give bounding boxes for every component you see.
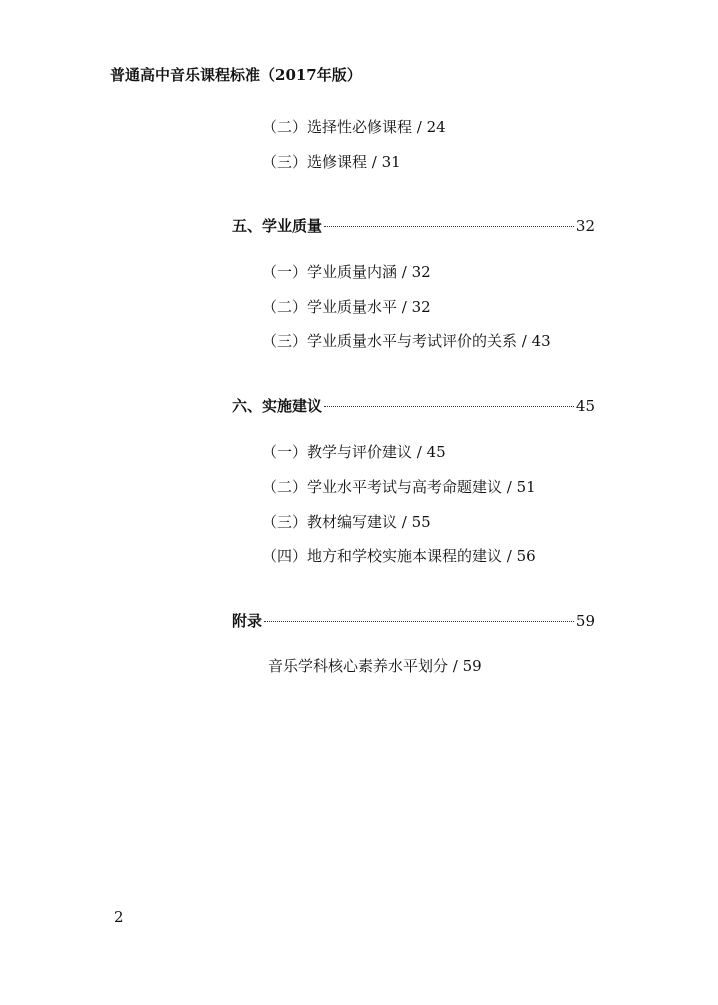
running-header-title: 普通高中音乐课程标准（2017年版） <box>110 66 362 84</box>
toc-entry-teaching-evaluation[interactable]: （一）教学与评价建议 / 45 <box>262 443 446 461</box>
dot-leader <box>264 620 574 622</box>
toc-section-appendix[interactable] <box>232 610 595 631</box>
dot-leader <box>324 225 574 227</box>
toc-section-title: 六、实施建议 <box>232 397 323 415</box>
toc-section-page: 45 <box>575 397 595 415</box>
page-number: 2 <box>114 908 124 926</box>
dot-leader <box>324 405 574 407</box>
toc-entry-core-literacy-levels[interactable]: 音乐学科核心素养水平划分 / 59 <box>268 657 482 675</box>
toc-entry-exam-proposals[interactable]: （二）学业水平考试与高考命题建议 / 51 <box>262 478 536 496</box>
toc-entry-quality-levels[interactable]: （二）学业质量水平 / 32 <box>262 298 431 316</box>
toc-entry-textbook-writing[interactable]: （三）教材编写建议 / 55 <box>262 513 431 531</box>
toc-entry-quality-connotation[interactable]: （一）学业质量内涵 / 32 <box>262 263 431 281</box>
toc-entry-quality-and-exams[interactable]: （三）学业质量水平与考试评价的关系 / 43 <box>262 332 551 350</box>
toc-section-title: 五、学业质量 <box>232 217 323 235</box>
toc-section-title: 附录 <box>232 612 263 630</box>
toc-section-implementation[interactable] <box>232 395 595 416</box>
toc-entry-elective-courses[interactable]: （三）选修课程 / 31 <box>262 153 401 171</box>
toc-entry-elective-required-courses[interactable]: （二）选择性必修课程 / 24 <box>262 118 446 136</box>
toc-entry-local-implementation[interactable]: （四）地方和学校实施本课程的建议 / 56 <box>262 547 536 565</box>
toc-section-academic-quality[interactable] <box>232 215 595 236</box>
toc-section-page: 32 <box>575 217 595 235</box>
toc-section-page: 59 <box>575 612 595 630</box>
